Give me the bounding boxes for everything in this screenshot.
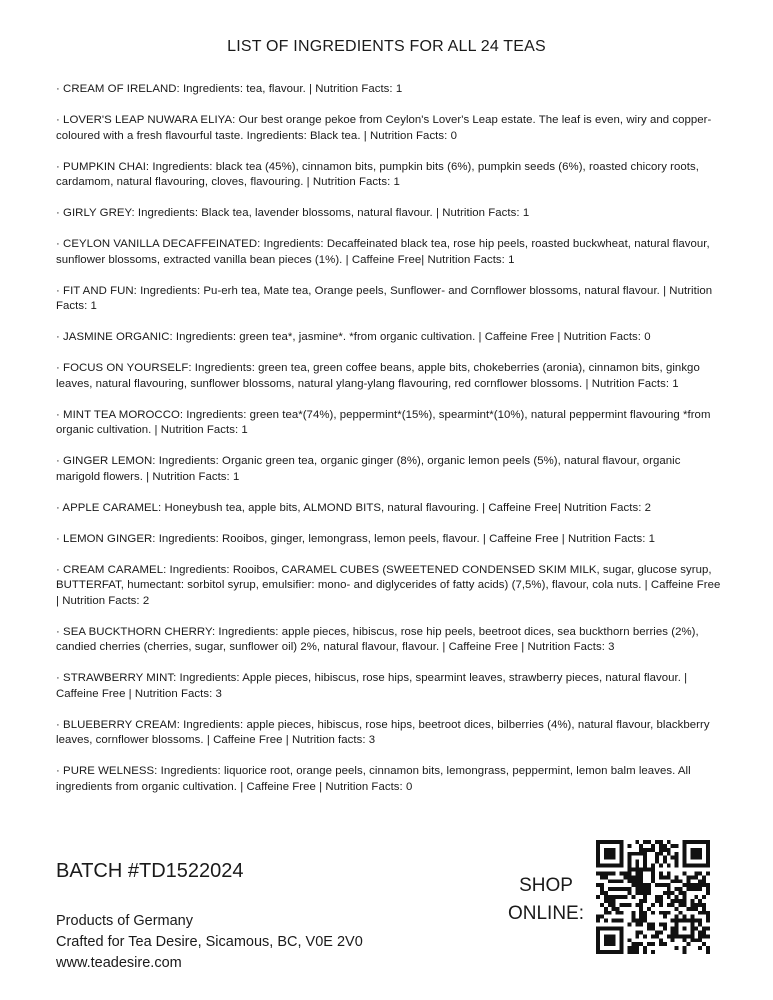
list-item: · APPLE CARAMEL: Honeybush tea, apple bits, ALMOND BITS, natural flavouring. | Caffeine Free| Nutrition Facts: 2 xyxy=(56,501,652,514)
list-item: · PUMPKIN CHAI: Ingredients: black tea (45%), cinnamon bits, pumpkin bits (6%), pumpkin seeds (6%), roasted chicory roots, cardamom, natural flavouring, cloves, flavouring. | Nutrition Facts: 1 xyxy=(56,160,699,188)
online-label-line: ONLINE: xyxy=(507,903,585,924)
shop-label-line: SHOP xyxy=(519,875,573,896)
list-item: · BLUEBERRY CREAM: Ingredients: apple pieces, hibiscus, rose hips, beetroot dices, bilberries (4%), natural flavour, blackberry leaves, cornflower blossoms. | Caffeine Free | Nutrition facts: 3 xyxy=(56,718,710,746)
list-item: · JASMINE ORGANIC: Ingredients: green tea*, jasmine*. *from organic cultivation. | Caffeine Free | Nutrition Facts: 0 xyxy=(56,331,651,343)
website-link[interactable]: www.teadesire.com xyxy=(56,955,182,971)
footer-info xyxy=(56,911,363,974)
page-title: LIST OF INGREDIENTS FOR ALL 24 TEAS xyxy=(227,38,546,55)
address-text: Crafted for Tea Desire, Sicamous, BC, V0E 2V0 xyxy=(56,934,363,950)
list-item: · GIRLY GREY: Ingredients: Black tea, lavender blossoms, natural flavour. | Nutrition Facts: 1 xyxy=(56,207,530,219)
list-item: · CREAM OF IRELAND: Ingredients: tea, flavour. | Nutrition Facts: 1 xyxy=(56,83,403,95)
list-item: · PURE WELNESS: Ingredients: liquorice root, orange peels, cinnamon bits, lemongrass, peppermint, lemon balm leaves. All ingredients from organic cultivation. | Caffeine Free | Nutrition Facts: 0 xyxy=(56,765,691,793)
list-item: · GINGER LEMON: Ingredients: Organic green tea, organic ginger (8%), organic lemon peels (5%), natural flavour, organic marigold flowers. | Nutrition Facts: 1 xyxy=(56,455,681,483)
list-item: · CEYLON VANILLA DECAFFEINATED: Ingredients: Decaffeinated black tea, rose hip peels, roasted buckwheat, natural flavour, sunflower blossoms, extracted vanilla bean pieces (1%). | Caffeine Free| Nutrition Facts: 1 xyxy=(56,238,710,266)
list-item: · MINT TEA MOROCCO: Ingredients: green tea*(74%), peppermint*(15%), spearmint*(10%), natural peppermint flavouring *from organic cultivation. | Nutrition Facts: 1 xyxy=(56,408,711,436)
list-item: · SEA BUCKTHORN CHERRY: Ingredients: apple pieces, hibiscus, rose hip peels, beetroot dices, sea buckthorn berries (2%), candied cherries (cherries, sugar, sunflower oil) 2%, natural flavour, flavour. | Caffeine Free | Nutrition Facts: 3 xyxy=(56,625,699,653)
list-item: · LEMON GINGER: Ingredients: Rooibos, ginger, lemongrass, lemon peels, flavour. | Caffeine Free | Nutrition Facts: 1 xyxy=(56,532,656,545)
origin-text: Products of Germany xyxy=(56,913,193,929)
list-item: · STRAWBERRY MINT: Ingredients: Apple pieces, hibiscus, rose hips, spearmint leaves, strawberry pieces, natural flavour. | Caffeine Free | Nutrition Facts: 3 xyxy=(56,672,688,700)
list-item: · FIT AND FUN: Ingredients: Pu-erh tea, Mate tea, Orange peels, Sunflower- and Cornflower blossoms, natural flavour. | Nutrition Facts: 1 xyxy=(56,284,713,312)
shop-online-label xyxy=(498,872,594,928)
batch-number: BATCH #TD1522024 xyxy=(56,860,244,882)
list-item: · CREAM CARAMEL: Ingredients: Rooibos, CARAMEL CUBES (SWEETENED CONDENSED SKIM MILK, sugar, glucose syrup, BUTTERFAT, humectant: sorbitol syrup, emulsifier: mono- and diglycerides of fatty acids) (7,5%), flavour, cola nuts. | Caffeine Free | Nutrition Facts: 2 xyxy=(56,563,721,607)
qr-code-icon[interactable] xyxy=(596,840,710,954)
list-item: · LOVER'S LEAP NUWARA ELIYA: Our best orange pekoe from Ceylon's Lover's Leap estate. The leaf is even, wiry and copper-coloured with a fresh flavourful taste. Ingredients: Black tea. | Nutrition Facts: 0 xyxy=(56,114,712,142)
ingredients-list xyxy=(56,82,722,811)
list-item: · FOCUS ON YOURSELF: Ingredients: green tea, green coffee beans, apple bits, chokeberries (aronia), cinnamon bits, ginkgo leaves, natural flavouring, sunflower blossoms, natural ylang-ylang flavouring, red cornflower blossoms. | Nutrition Facts: 1 xyxy=(56,362,700,390)
